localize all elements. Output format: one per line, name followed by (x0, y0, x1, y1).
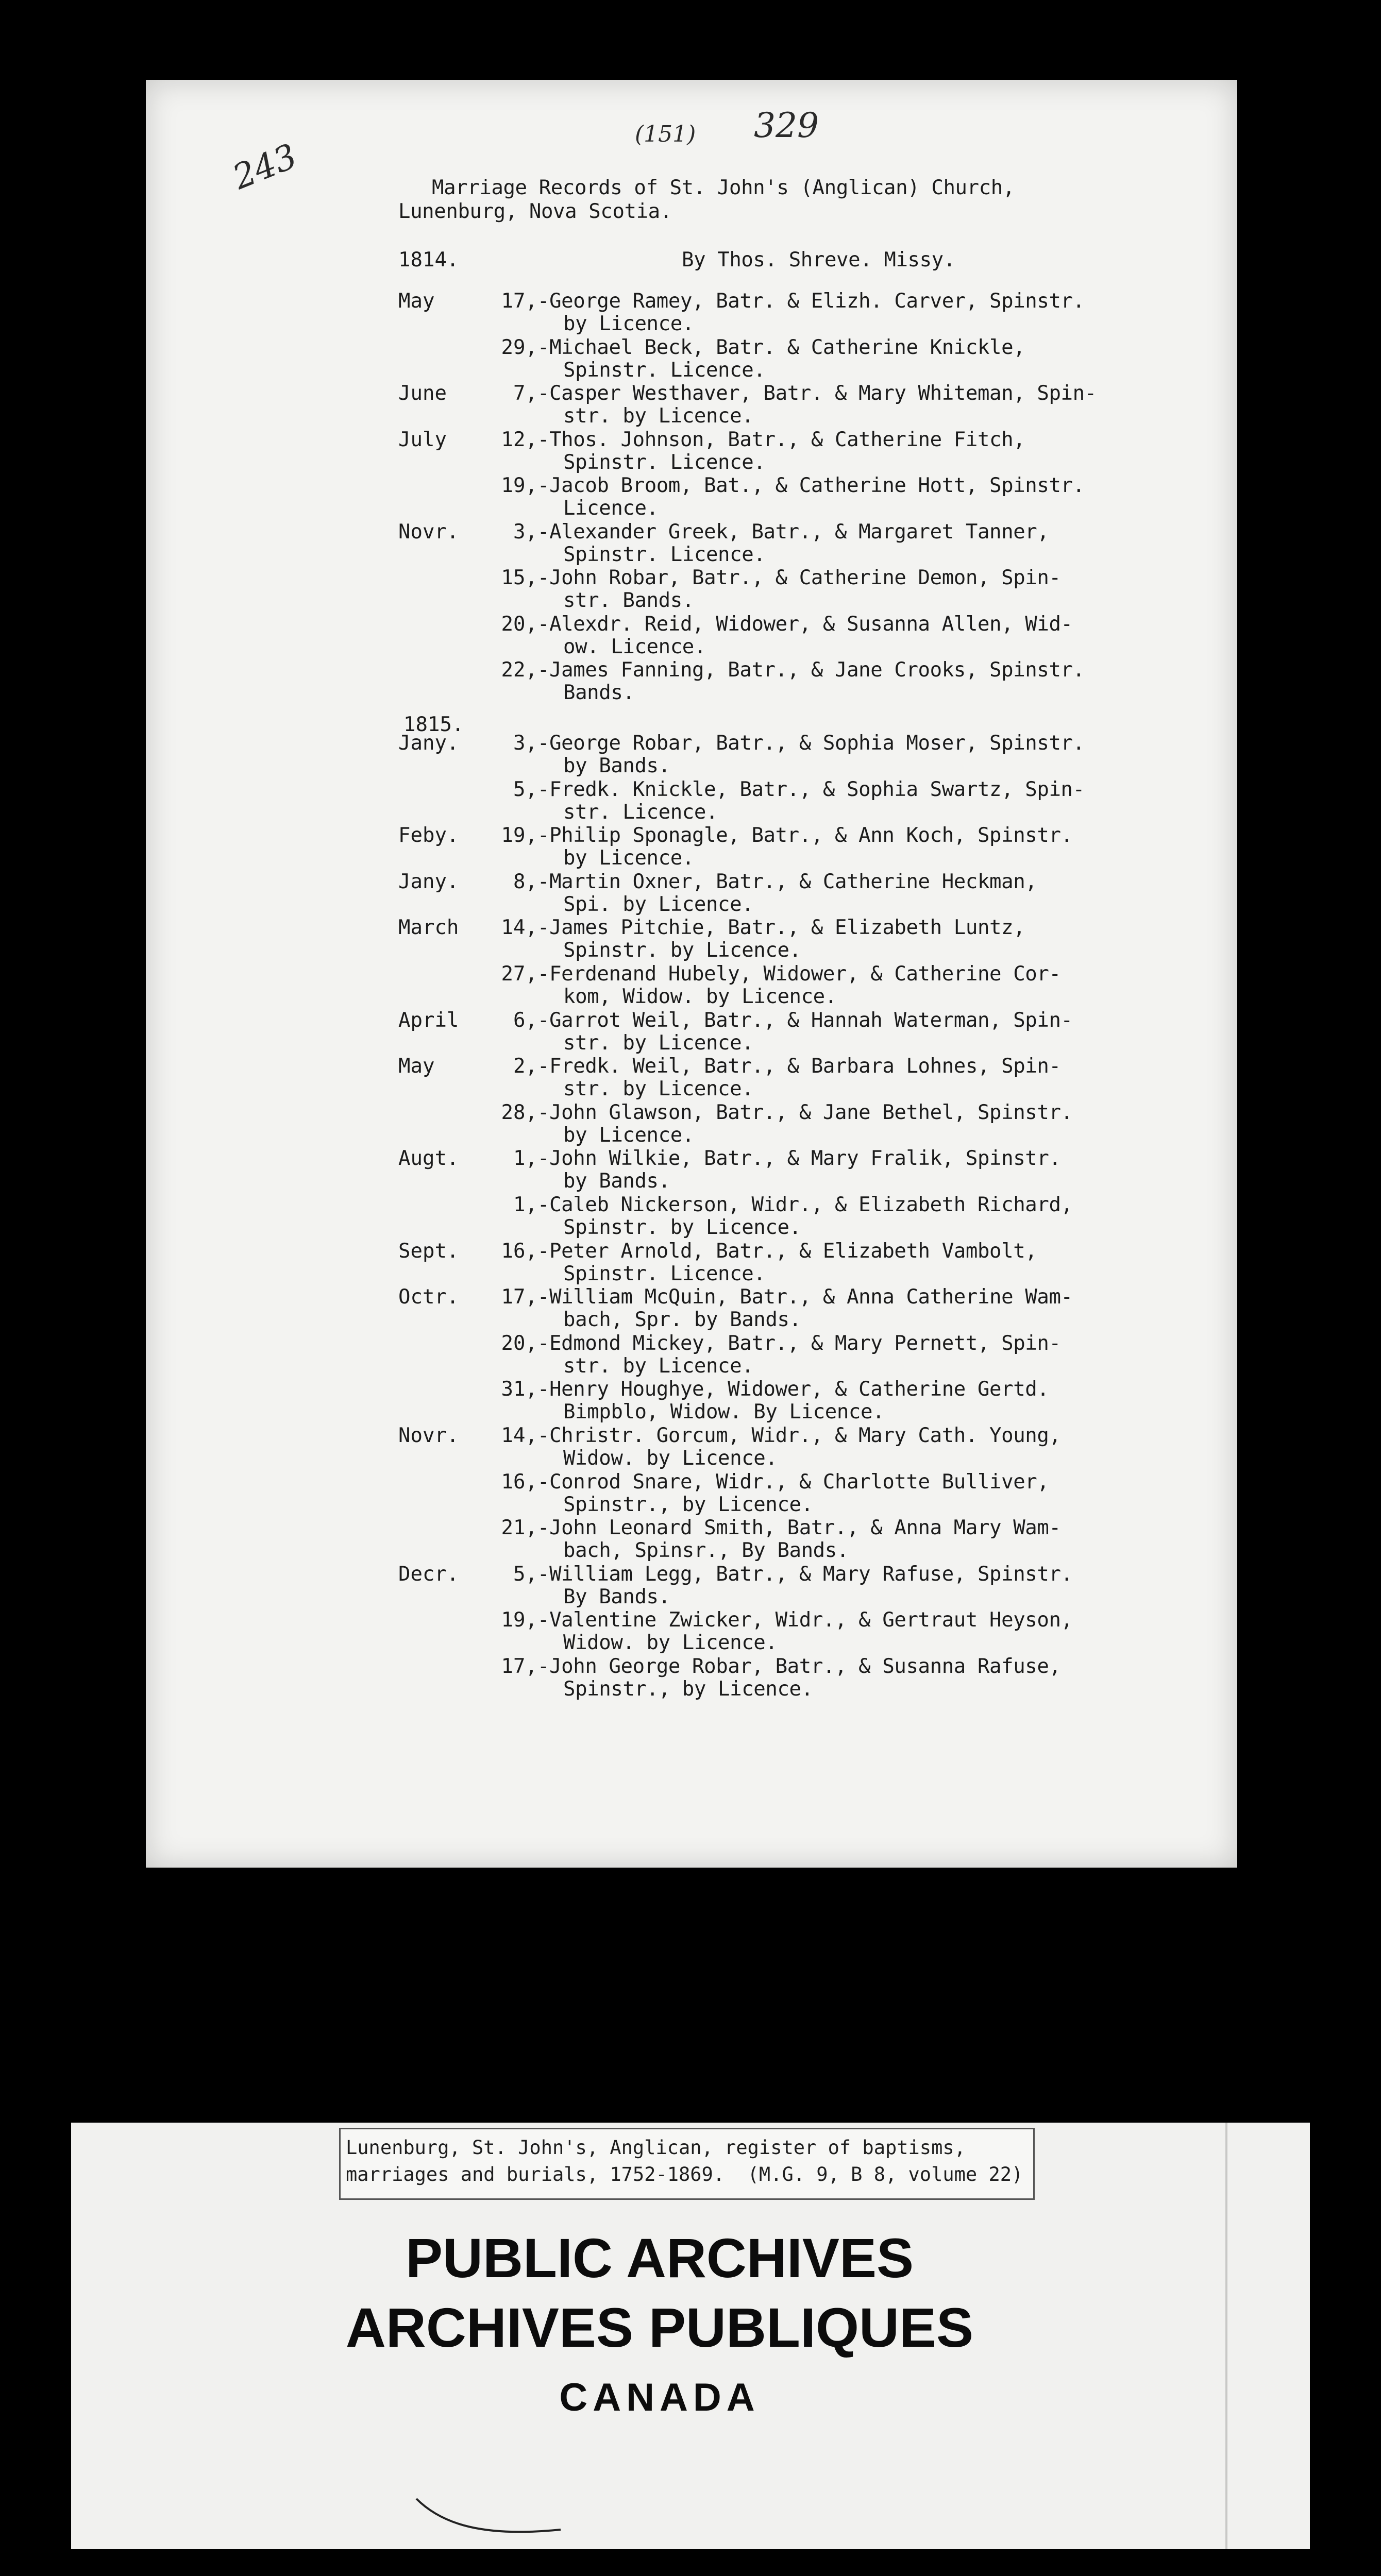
marriage-entry (146, 430, 1237, 475)
marriage-entry (146, 825, 1237, 871)
archives-country: CANADA (559, 2376, 760, 2419)
entry-line2: Spinstr. Licence. (563, 450, 766, 474)
marriage-entry (146, 1287, 1237, 1332)
entry-line1: -Philip Sponagle, Batr., & Ann Koch, Spinstr. (537, 824, 1073, 848)
marriage-entry (146, 779, 1237, 825)
entry-line1: -Martin Oxner, Batr., & Catherine Heckman, (537, 870, 1037, 893)
marriage-entry (146, 1426, 1237, 1471)
marriage-entry (146, 964, 1237, 1009)
marriage-entry (146, 1564, 1237, 1609)
pen-mark (411, 2494, 566, 2540)
entry-line2: by Licence. (563, 312, 694, 335)
entry-day: 20, (501, 612, 537, 636)
reference-line2: marriages and burials, 1752-1869. (M.G. 9, B 8, volume 22) (346, 2163, 1023, 2185)
entry-line2: bach, Spinsr., By Bands. (563, 1539, 849, 1563)
entry-month: March (398, 916, 459, 940)
entry-line1: -George Ramey, Batr. & Elizh. Carver, Spinstr. (537, 290, 1085, 313)
entry-day: 1, (513, 1193, 537, 1216)
entry-day: 16, (501, 1470, 537, 1494)
marriage-entry (146, 1241, 1237, 1286)
year-1815: 1815. (403, 713, 464, 736)
entry-day: 21, (501, 1516, 537, 1540)
handwritten-folio-number: 243 (227, 136, 302, 197)
entry-day: 15, (501, 566, 537, 589)
entry-month: Augt. (398, 1147, 459, 1171)
entry-line2: str. by Licence. (563, 404, 754, 428)
entry-day: 1, (513, 1147, 537, 1171)
marriage-entry (146, 337, 1237, 383)
entry-line2: Widow. by Licence. (563, 1447, 778, 1470)
marriage-entry (146, 1148, 1237, 1194)
folio-bracket-number: (151) (635, 121, 696, 147)
entry-day: 5, (513, 1562, 537, 1586)
entry-day: 7, (513, 382, 537, 405)
marriage-entry (146, 1472, 1237, 1517)
card-fold-line (1225, 2123, 1227, 2549)
entry-day: 2, (513, 1055, 537, 1078)
entry-line1: -Fredk. Weil, Batr., & Barbara Lohnes, Spin- (537, 1055, 1061, 1078)
entry-line2: Spinstr., by Licence. (563, 1493, 813, 1516)
entry-line1: -John Leonard Smith, Batr., & Anna Mary Wam- (537, 1516, 1061, 1540)
entry-month: Novr. (398, 1424, 459, 1447)
entry-line2: Spinstr. by Licence. (563, 939, 801, 962)
entry-day: 19, (501, 1608, 537, 1632)
entry-line2: Spinstr. Licence. (563, 543, 766, 566)
marriage-entry (146, 1518, 1237, 1563)
entry-line2: Spi. by Licence. (563, 892, 754, 916)
entry-line1: -Caleb Nickerson, Widr., & Elizabeth Richard, (537, 1193, 1073, 1216)
entry-month: Decr. (398, 1562, 459, 1586)
entry-day: 16, (501, 1239, 537, 1263)
entry-day: 14, (501, 916, 537, 940)
entry-day: 20, (501, 1331, 537, 1355)
entry-line1: -James Pitchie, Batr., & Elizabeth Luntz, (537, 916, 1025, 940)
entry-line2: Spinstr., by Licence. (563, 1677, 813, 1701)
entry-day: 14, (501, 1424, 537, 1447)
entry-month: April (398, 1008, 459, 1032)
entry-day: 3, (513, 520, 537, 544)
entry-day: 29, (501, 335, 537, 359)
marriage-entry (146, 1100, 1237, 1148)
entry-line1: -William McQuin, Batr., & Anna Catherine Wam- (537, 1285, 1073, 1309)
entry-line1: -Henry Houghye, Widower, & Catherine Gertd. (537, 1378, 1049, 1401)
reference-line1: Lunenburg, St. John's, Anglican, register of baptisms, (346, 2137, 966, 2159)
entry-line2: Widow. by Licence. (563, 1631, 778, 1655)
entry-day: 8, (513, 870, 537, 893)
entry-day: 28, (501, 1100, 537, 1124)
entry-line2: By Bands. (563, 1585, 670, 1608)
reference-label (339, 2128, 1035, 2200)
entry-day: 3, (513, 732, 537, 755)
entry-line1: -Michael Beck, Batr. & Catherine Knickle, (537, 335, 1025, 359)
entry-line2: Bands. (563, 681, 635, 704)
entry-day: 12, (501, 428, 537, 451)
entry-day: 19, (501, 824, 537, 848)
entry-line1: -Valentine Zwicker, Widr., & Gertraut Heyson, (537, 1608, 1073, 1632)
entry-month: Octr. (398, 1285, 459, 1309)
entry-day: 17, (501, 1655, 537, 1678)
marriage-entry (146, 568, 1237, 613)
document-title-line1: Marriage Records of St. John's (Anglican) Church, (432, 176, 1015, 199)
entry-line1: -James Fanning, Batr., & Jane Crooks, Spinstr. (537, 658, 1085, 682)
entry-line1: -Thos. Johnson, Batr., & Catherine Fitch, (537, 428, 1025, 451)
marriage-entry (146, 522, 1237, 567)
entry-month: Jany. (398, 870, 459, 893)
entry-month: May (398, 290, 435, 313)
entry-line2: by Bands. (563, 754, 670, 777)
entry-month: Feby. (398, 824, 459, 848)
entry-line1: -Conrod Snare, Widr., & Charlotte Bulliver, (537, 1470, 1049, 1494)
marriage-entry (146, 660, 1237, 705)
entry-day: 22, (501, 658, 537, 682)
document-page (146, 80, 1237, 1868)
entry-line1: -John Glawson, Batr., & Jane Bethel, Spinstr. (537, 1100, 1073, 1124)
entry-line1: -John Wilkie, Batr., & Mary Fralik, Spinstr. (537, 1147, 1061, 1171)
archives-title-french: ARCHIVES PUBLIQUES (345, 2296, 974, 2359)
marriage-entry (146, 918, 1237, 963)
entry-day: 19, (501, 474, 537, 497)
entry-line2: by Licence. (563, 846, 694, 870)
officiant: By Thos. Shreve. Missy. (682, 248, 955, 272)
marriage-entry (146, 1656, 1237, 1702)
document-title-line2: Lunenburg, Nova Scotia. (398, 200, 672, 223)
entry-line2: ow. Licence. (563, 635, 706, 658)
entry-line2: str. by Licence. (563, 1077, 754, 1101)
marriage-entry (146, 1610, 1237, 1655)
entry-line1: -William Legg, Batr., & Mary Rafuse, Spinstr. (537, 1562, 1073, 1586)
entry-line1: -Alexander Greek, Batr., & Margaret Tanner, (537, 520, 1049, 544)
entry-line2: bach, Spr. by Bands. (563, 1308, 801, 1332)
entry-line2: by Bands. (563, 1170, 670, 1193)
entry-line2: Spinstr. Licence. (563, 1262, 766, 1285)
entry-line1: -John George Robar, Batr., & Susanna Rafuse, (537, 1655, 1061, 1678)
entry-line2: Spinstr. Licence. (563, 358, 766, 382)
entry-line2: Licence. (563, 497, 659, 520)
entry-day: 17, (501, 1285, 537, 1309)
entry-line1: -Jacob Broom, Bat., & Catherine Hott, Spinstr. (537, 474, 1085, 497)
entry-day: 17, (501, 290, 537, 313)
entry-day: 27, (501, 962, 537, 986)
year-1814: 1814. (398, 248, 459, 272)
entry-day: 5, (513, 777, 537, 801)
entry-line2: str. by Licence. (563, 1354, 754, 1378)
entry-line1: -George Robar, Batr., & Sophia Moser, Spinstr. (537, 732, 1085, 755)
entry-line1: -Fredk. Knickle, Batr., & Sophia Swartz, Spin- (537, 777, 1085, 801)
marriage-entry (146, 1333, 1237, 1379)
entry-month: Novr. (398, 520, 459, 544)
marriage-entry (146, 291, 1237, 336)
marriage-entry (146, 1379, 1237, 1425)
entry-month: Sept. (398, 1239, 459, 1263)
entry-day: 6, (513, 1008, 537, 1032)
entry-day: 31, (501, 1378, 537, 1401)
entry-month: Jany. (398, 732, 459, 755)
marriage-entry (146, 1195, 1237, 1240)
entry-line2: kom, Widow. by Licence. (563, 985, 837, 1008)
entry-line1: -Edmond Mickey, Batr., & Mary Pernett, Spin- (537, 1331, 1061, 1355)
entry-line1: -Alexdr. Reid, Widower, & Susanna Allen, Wid- (537, 612, 1073, 636)
entry-line2: by Licence. (563, 1123, 694, 1147)
marriage-entry (146, 476, 1237, 521)
handwritten-page-number: 329 (754, 106, 819, 145)
entry-line1: -Garrot Weil, Batr., & Hannah Waterman, Spin- (537, 1008, 1073, 1032)
entry-line2: str. by Licence. (563, 1031, 754, 1055)
entry-month: July (398, 428, 447, 451)
archive-card (71, 2123, 1310, 2549)
marriage-entry (146, 614, 1237, 659)
entry-month: May (398, 1055, 435, 1078)
marriage-entry (146, 1010, 1237, 1056)
entry-line1: -Christr. Gorcum, Widr., & Mary Cath. Young, (537, 1424, 1061, 1447)
entry-line2: Bimpblo, Widow. By Licence. (563, 1400, 885, 1424)
entry-line1: -Casper Westhaver, Batr. & Mary Whiteman, Spin- (537, 382, 1097, 405)
entry-line1: -Ferdenand Hubely, Widower, & Catherine Cor- (537, 962, 1061, 986)
entry-month: June (398, 382, 447, 405)
marriage-entry (146, 872, 1237, 917)
entry-line1: -John Robar, Batr., & Catherine Demon, Spin- (537, 566, 1061, 589)
marriage-entry (146, 733, 1237, 778)
marriage-entry (146, 383, 1237, 429)
entry-line2: Spinstr. by Licence. (563, 1216, 801, 1239)
entry-line1: -Peter Arnold, Batr., & Elizabeth Vambolt, (537, 1239, 1037, 1263)
entry-line2: str. Bands. (563, 589, 694, 612)
archives-title-english: PUBLIC ARCHIVES (405, 2227, 914, 2289)
entry-line2: str. Licence. (563, 800, 718, 824)
marriage-entry (146, 1056, 1237, 1101)
